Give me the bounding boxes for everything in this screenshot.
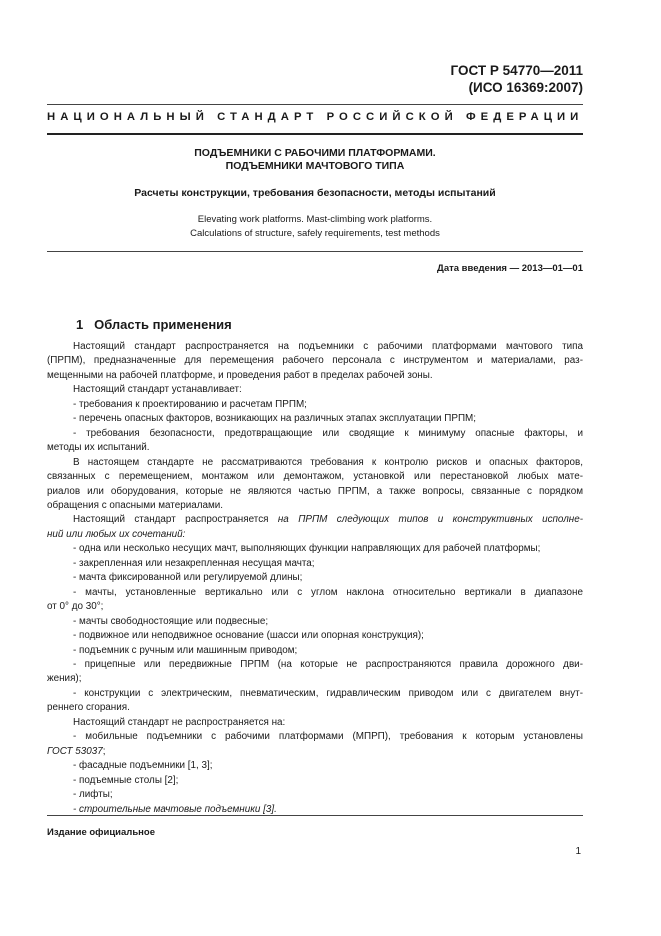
- text-line: обращения с опасными материалами.: [47, 499, 224, 511]
- title-rule: [47, 251, 583, 252]
- list-item: - конструкции с электрическим, пневматическим, гидравлическим приводом или с двигателем внут-: [73, 687, 583, 699]
- list-item: - перечень опасных факторов, возникающих на различных этапах эксплуатации ПРПМ;: [73, 413, 477, 425]
- page-number: 1: [575, 846, 581, 857]
- text-line: [47, 513, 583, 527]
- section-body: [47, 340, 583, 817]
- list-item: - мобильные подъемники с рабочими платформами (МПРП), требования к которым установлены: [73, 731, 583, 743]
- italic-line: ний или любых их сочетаний:: [47, 528, 186, 540]
- text-line: Настоящий стандарт распространяется на подъемники с рабочими платформами мачтового типа: [73, 341, 583, 352]
- list-item: - требования безопасности, предотвращающие или сводящие к минимуму опасные факторы, и: [73, 427, 583, 439]
- standard-reference: ГОСТ 53037: [47, 745, 103, 757]
- iso-reference: (ИСО 16369:2007): [468, 80, 583, 95]
- italic-fragment: на ПРПМ следующих типов и конструктивных исполне-: [277, 514, 583, 526]
- english-title: [47, 213, 583, 241]
- text-line: В настоящем стандарте не рассматриваются требования к контролю рисков и опасных факторов,: [73, 456, 583, 468]
- list-item: - мачты свободностоящие или подвесные;: [73, 615, 269, 627]
- text-line: (ПРПМ), предназначенные для перемещения рабочего персонала с инструментом и материалами, раз-: [47, 355, 583, 367]
- section-title: Область применения: [94, 317, 232, 332]
- text-line: от 0° до 30°;: [47, 601, 104, 613]
- text-line: связанных с перемещением, монтажом или демонтажом, установкой или перестановкой любых мате-: [47, 471, 583, 483]
- section-heading: [76, 317, 232, 332]
- title-line-1: ПОДЪЕМНИКИ С РАБОЧИМИ ПЛАТФОРМАМИ.: [194, 147, 436, 159]
- list-item: - закрепленная или незакрепленная несущая мачта;: [73, 557, 315, 569]
- text-line: реннего сгорания.: [47, 702, 130, 714]
- document-subtitle: Расчеты конструкции, требования безопасности, методы испытаний: [134, 187, 496, 199]
- text-line: Настоящий стандарт не распространяется на:: [73, 716, 286, 728]
- paragraph: [47, 456, 583, 514]
- list-item: - лифты;: [73, 789, 113, 801]
- list-item: - одна или несколько несущих мачт, выполняющих функции направляющих для рабочей платформы;: [73, 543, 541, 555]
- title-line-2: ПОДЪЕМНИКИ МАЧТОВОГО ТИПА: [225, 160, 405, 172]
- paragraph: [47, 716, 583, 817]
- list-item: - требования к проектированию и расчетам ПРПМ;: [73, 398, 307, 410]
- introduction-date: Дата введения — 2013—01—01: [437, 263, 583, 274]
- section-number: 1: [76, 317, 84, 332]
- paragraph: [47, 513, 583, 715]
- english-title-line-1: Elevating work platforms. Mast-climbing work platforms.: [197, 214, 433, 225]
- list-item: - строительные мачтовые подъемники [3].: [73, 803, 277, 815]
- text-line: методы их испытаний.: [47, 442, 150, 454]
- list-item: - фасадные подъемники [1, 3];: [73, 760, 213, 772]
- footer-rule: [47, 815, 583, 816]
- text-line: [47, 745, 583, 759]
- text-line: Настоящий стандарт устанавливает:: [73, 384, 242, 396]
- text-line: мещенными на рабочей платформе, и проведения работ в пределах рабочей зоны.: [47, 369, 433, 381]
- english-title-line-2: Calculations of structure, safely requirements, test methods: [190, 228, 440, 239]
- paragraph: [47, 340, 583, 383]
- national-standard-banner: НАЦИОНАЛЬНЫЙ СТАНДАРТ РОССИЙСКОЙ ФЕДЕРАЦИИ: [47, 111, 584, 123]
- official-edition-label: Издание официальное: [47, 827, 155, 838]
- list-item: - подвижное или неподвижное основание (шасси или опорная конструкция);: [73, 630, 424, 642]
- text-fragment: Настоящий стандарт распространяется: [73, 514, 278, 526]
- list-item: - подъемные столы [2];: [73, 774, 179, 786]
- standard-designation: [451, 62, 583, 96]
- standard-number: ГОСТ Р 54770—2011: [450, 63, 583, 78]
- list-item: - прицепные или передвижные ПРПМ (на которые не распространяются правила дорожного дви-: [73, 658, 583, 670]
- paragraph: [47, 383, 583, 455]
- list-item: - мачта фиксированной или регулируемой длины;: [73, 572, 303, 584]
- banner-rule: [47, 133, 583, 135]
- document-title: [47, 147, 583, 173]
- list-item: - подъемник с ручным или машинным приводом;: [73, 644, 298, 656]
- text-fragment: ;: [102, 745, 106, 757]
- list-item: - мачты, установленные вертикально или с углом наклона относительно вертикали в диапазоне: [73, 586, 583, 598]
- text-line: риалов или оборудования, которые не являются частью ПРПМ, а также вопросы, связанные с порядком: [47, 485, 583, 497]
- text-line: жения);: [47, 673, 82, 685]
- top-rule: [47, 104, 583, 105]
